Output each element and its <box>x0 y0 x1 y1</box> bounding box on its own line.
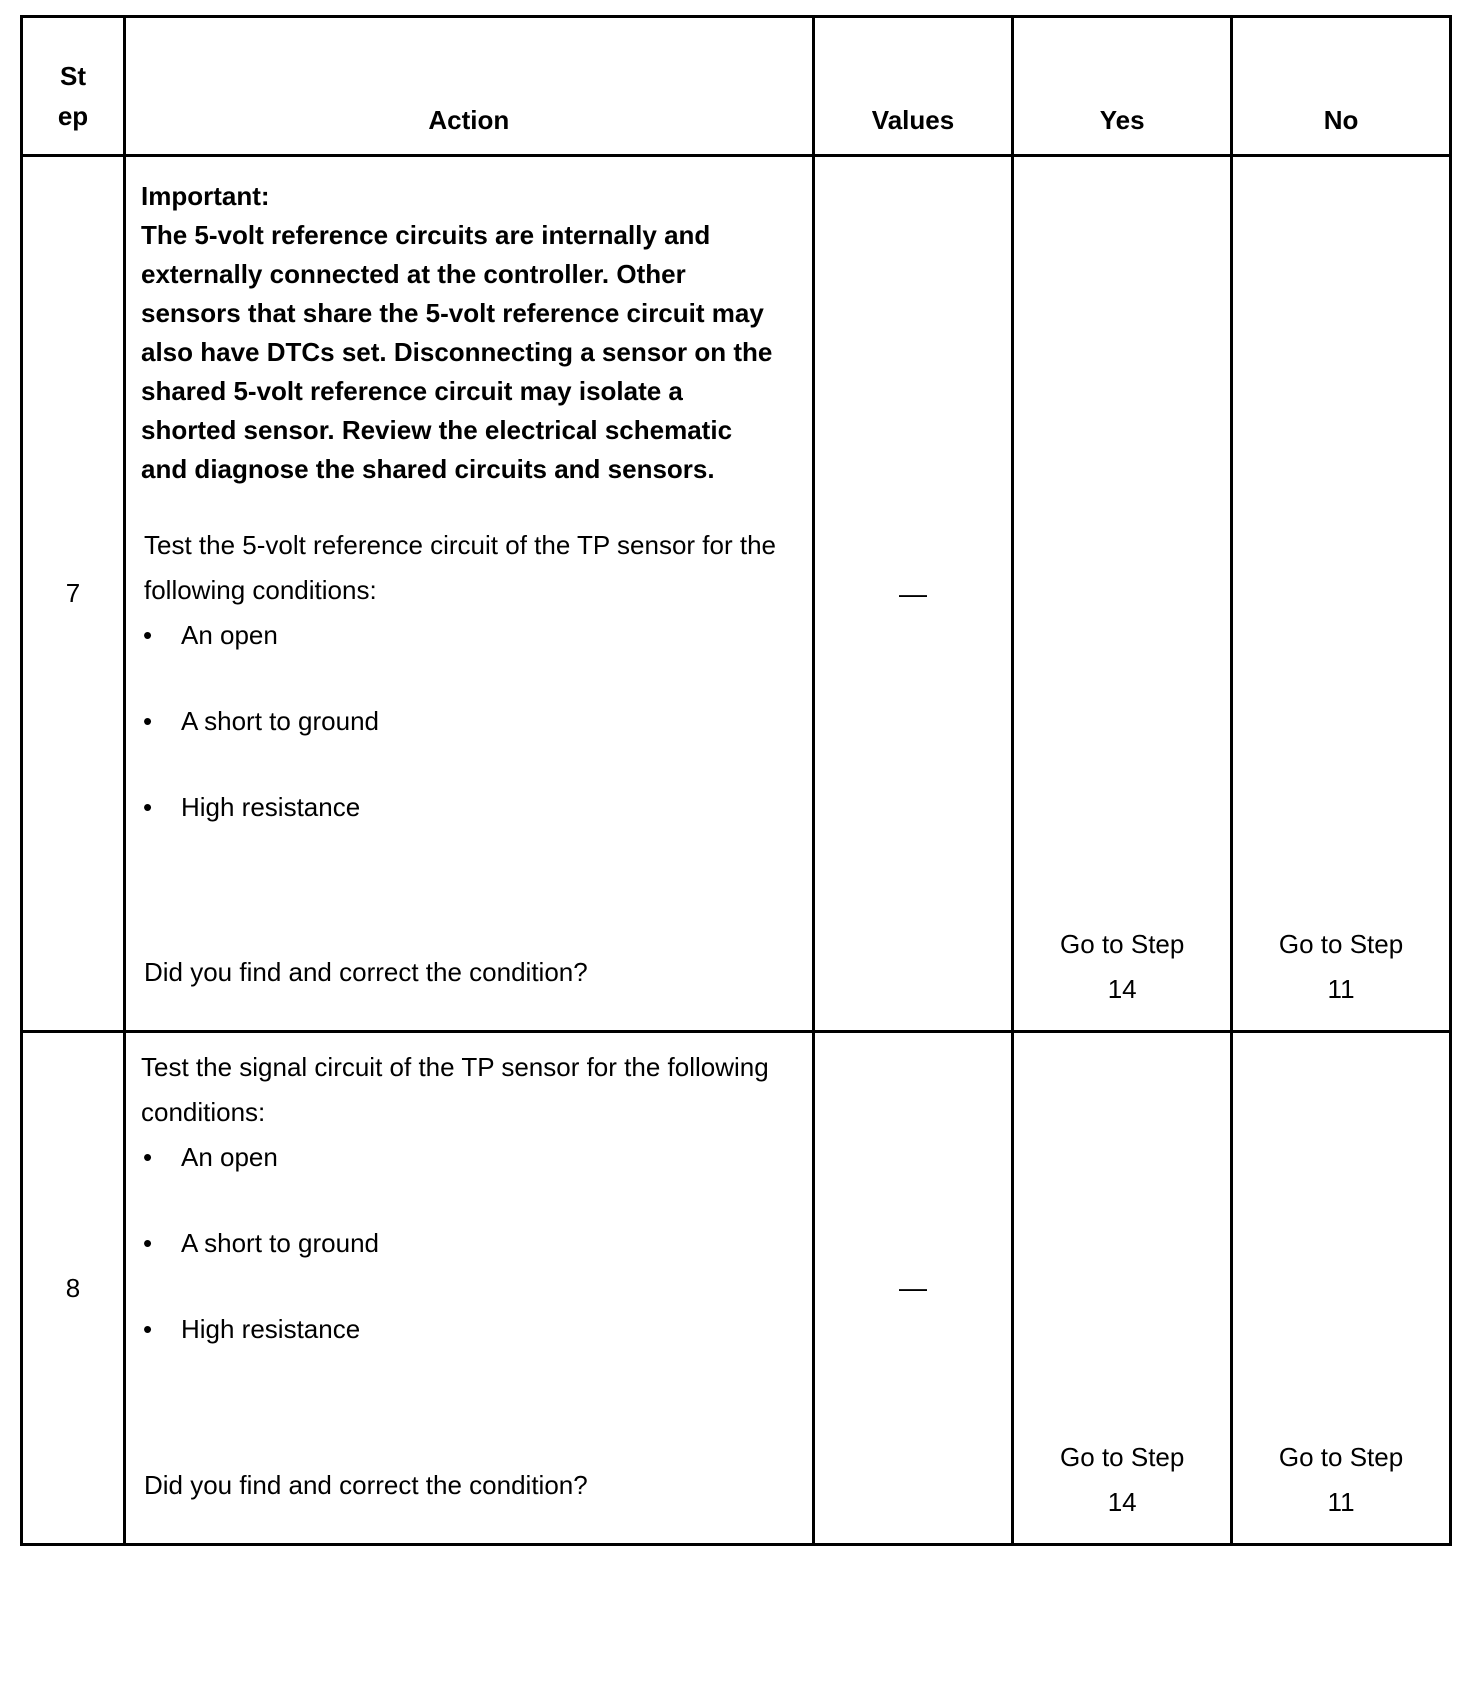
no-cell <box>1232 156 1451 1032</box>
no-goto-label: Go to Step <box>1278 1442 1404 1472</box>
list-item: • A short to ground <box>142 1228 380 1258</box>
step-number: 7 <box>22 156 125 1032</box>
no-header: No <box>1232 17 1451 156</box>
no-goto-label: Go to Step <box>1278 929 1404 959</box>
important-label: Important: <box>140 181 270 211</box>
question-text: Did you find and correct the condition? <box>143 957 588 987</box>
action-header: Action <box>124 17 813 156</box>
condition-list <box>126 613 812 830</box>
yes-goto-label: Go to Step <box>1060 929 1185 959</box>
values-cell: — <box>813 156 1013 1032</box>
values-header: Values <box>813 17 1013 156</box>
no-cell <box>1232 1032 1451 1545</box>
diagnostic-step-table <box>20 15 1452 1546</box>
action-cell <box>124 1032 813 1545</box>
instruction-text: Test the signal circuit of the TP sensor for the following conditions: <box>140 1052 769 1127</box>
question-text: Did you find and correct the condition? <box>143 1470 588 1500</box>
step-header: St ep <box>22 17 125 156</box>
condition-list <box>126 1135 812 1352</box>
table-row <box>22 156 1451 1032</box>
instruction-text: Test the 5-volt reference circuit of the TP sensor for the following conditions: <box>143 530 776 605</box>
yes-cell <box>1013 1032 1232 1545</box>
table-row <box>22 1032 1451 1545</box>
important-note <box>126 157 812 489</box>
list-item: • High resistance <box>142 1314 361 1344</box>
action-cell <box>124 156 813 1032</box>
no-goto-step: 11 <box>1327 1487 1355 1517</box>
header-row <box>22 17 1451 156</box>
list-item: • A short to ground <box>142 706 380 736</box>
yes-goto-label: Go to Step <box>1060 1442 1185 1472</box>
yes-header: Yes <box>1013 17 1232 156</box>
yes-goto-step: 14 <box>1107 1487 1137 1517</box>
list-item: • An open <box>142 1142 278 1172</box>
list-item: • High resistance <box>142 792 361 822</box>
important-text: The 5-volt reference circuits are internally and externally connected at the controller. Other sensors that share the 5-volt reference circuit may also have DTCs set. Disconnecting a sensor on the shared 5-volt reference circuit may isolate a shorted sensor. Review the electrical schematic and diagnose the shared circuits and sensors. <box>140 220 773 484</box>
step-number: 8 <box>22 1032 125 1545</box>
values-cell: — <box>813 1032 1013 1545</box>
yes-cell <box>1013 156 1232 1032</box>
yes-goto-step: 14 <box>1107 974 1137 1004</box>
no-goto-step: 11 <box>1327 974 1355 1004</box>
list-item: • An open <box>142 620 278 650</box>
